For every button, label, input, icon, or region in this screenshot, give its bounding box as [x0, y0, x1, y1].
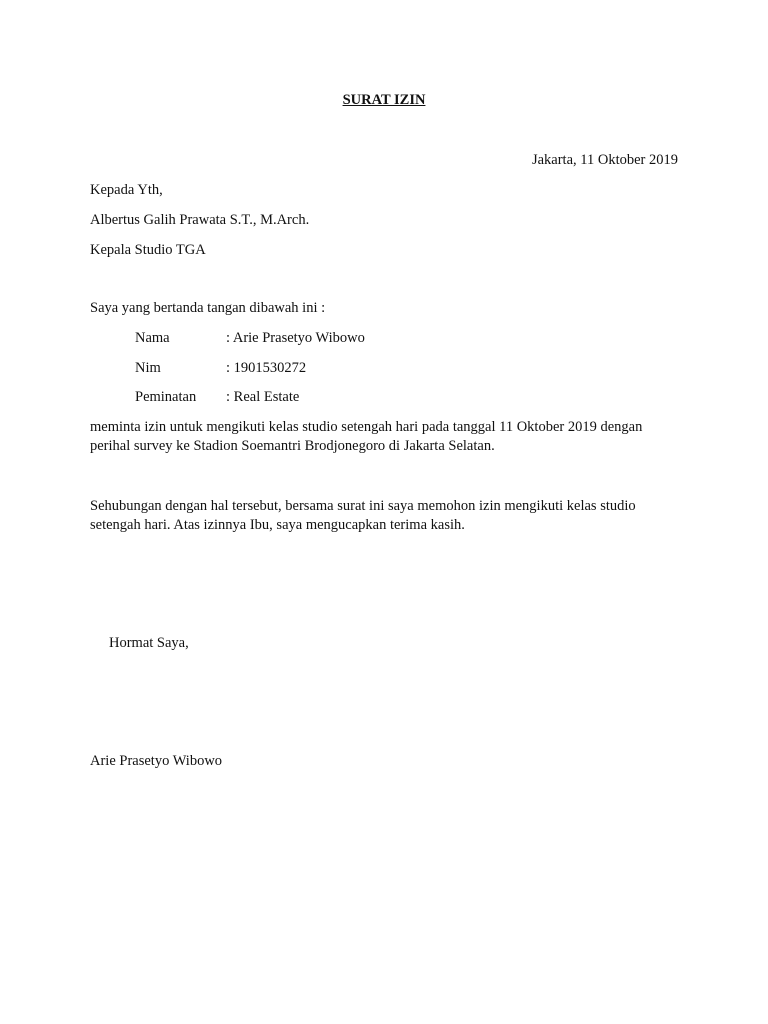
recipient-name: Albertus Galih Prawata S.T., M.Arch. — [90, 212, 310, 228]
field-value-nim: : 1901530272 — [226, 360, 307, 376]
closing-text: Hormat Saya, — [109, 635, 189, 651]
letter-date: Jakarta, 11 Oktober 2019 — [531, 152, 678, 168]
intro-text: Saya yang bertanda tangan dibawah ini : — [90, 300, 326, 316]
field-label-peminatan: Peminatan — [135, 389, 197, 405]
letter-title: SURAT IZIN — [342, 92, 426, 108]
signature-name: Arie Prasetyo Wibowo — [90, 753, 223, 769]
body-paragraph-2: Sehubungan dengan hal tersebut, bersama surat ini saya memohon izin mengikuti kelas studio setengah hari. Atas izinnya Ibu, saya mengucapkan terima kasih. — [90, 498, 636, 533]
field-label-nama: Nama — [135, 330, 170, 346]
body-paragraph-1: meminta izin untuk mengikuti kelas studio setengah hari pada tanggal 11 Oktober 2019 dengan perihal survey ke Stadion Soemantri Brodjonegoro di Jakarta Selatan. — [90, 419, 643, 454]
field-value-peminatan: : Real Estate — [226, 389, 300, 405]
field-label-nim: Nim — [135, 360, 161, 376]
field-value-nama: : Arie Prasetyo Wibowo — [226, 330, 365, 346]
recipient-greeting: Kepada Yth, — [90, 182, 163, 198]
recipient-position: Kepala Studio TGA — [90, 242, 206, 258]
